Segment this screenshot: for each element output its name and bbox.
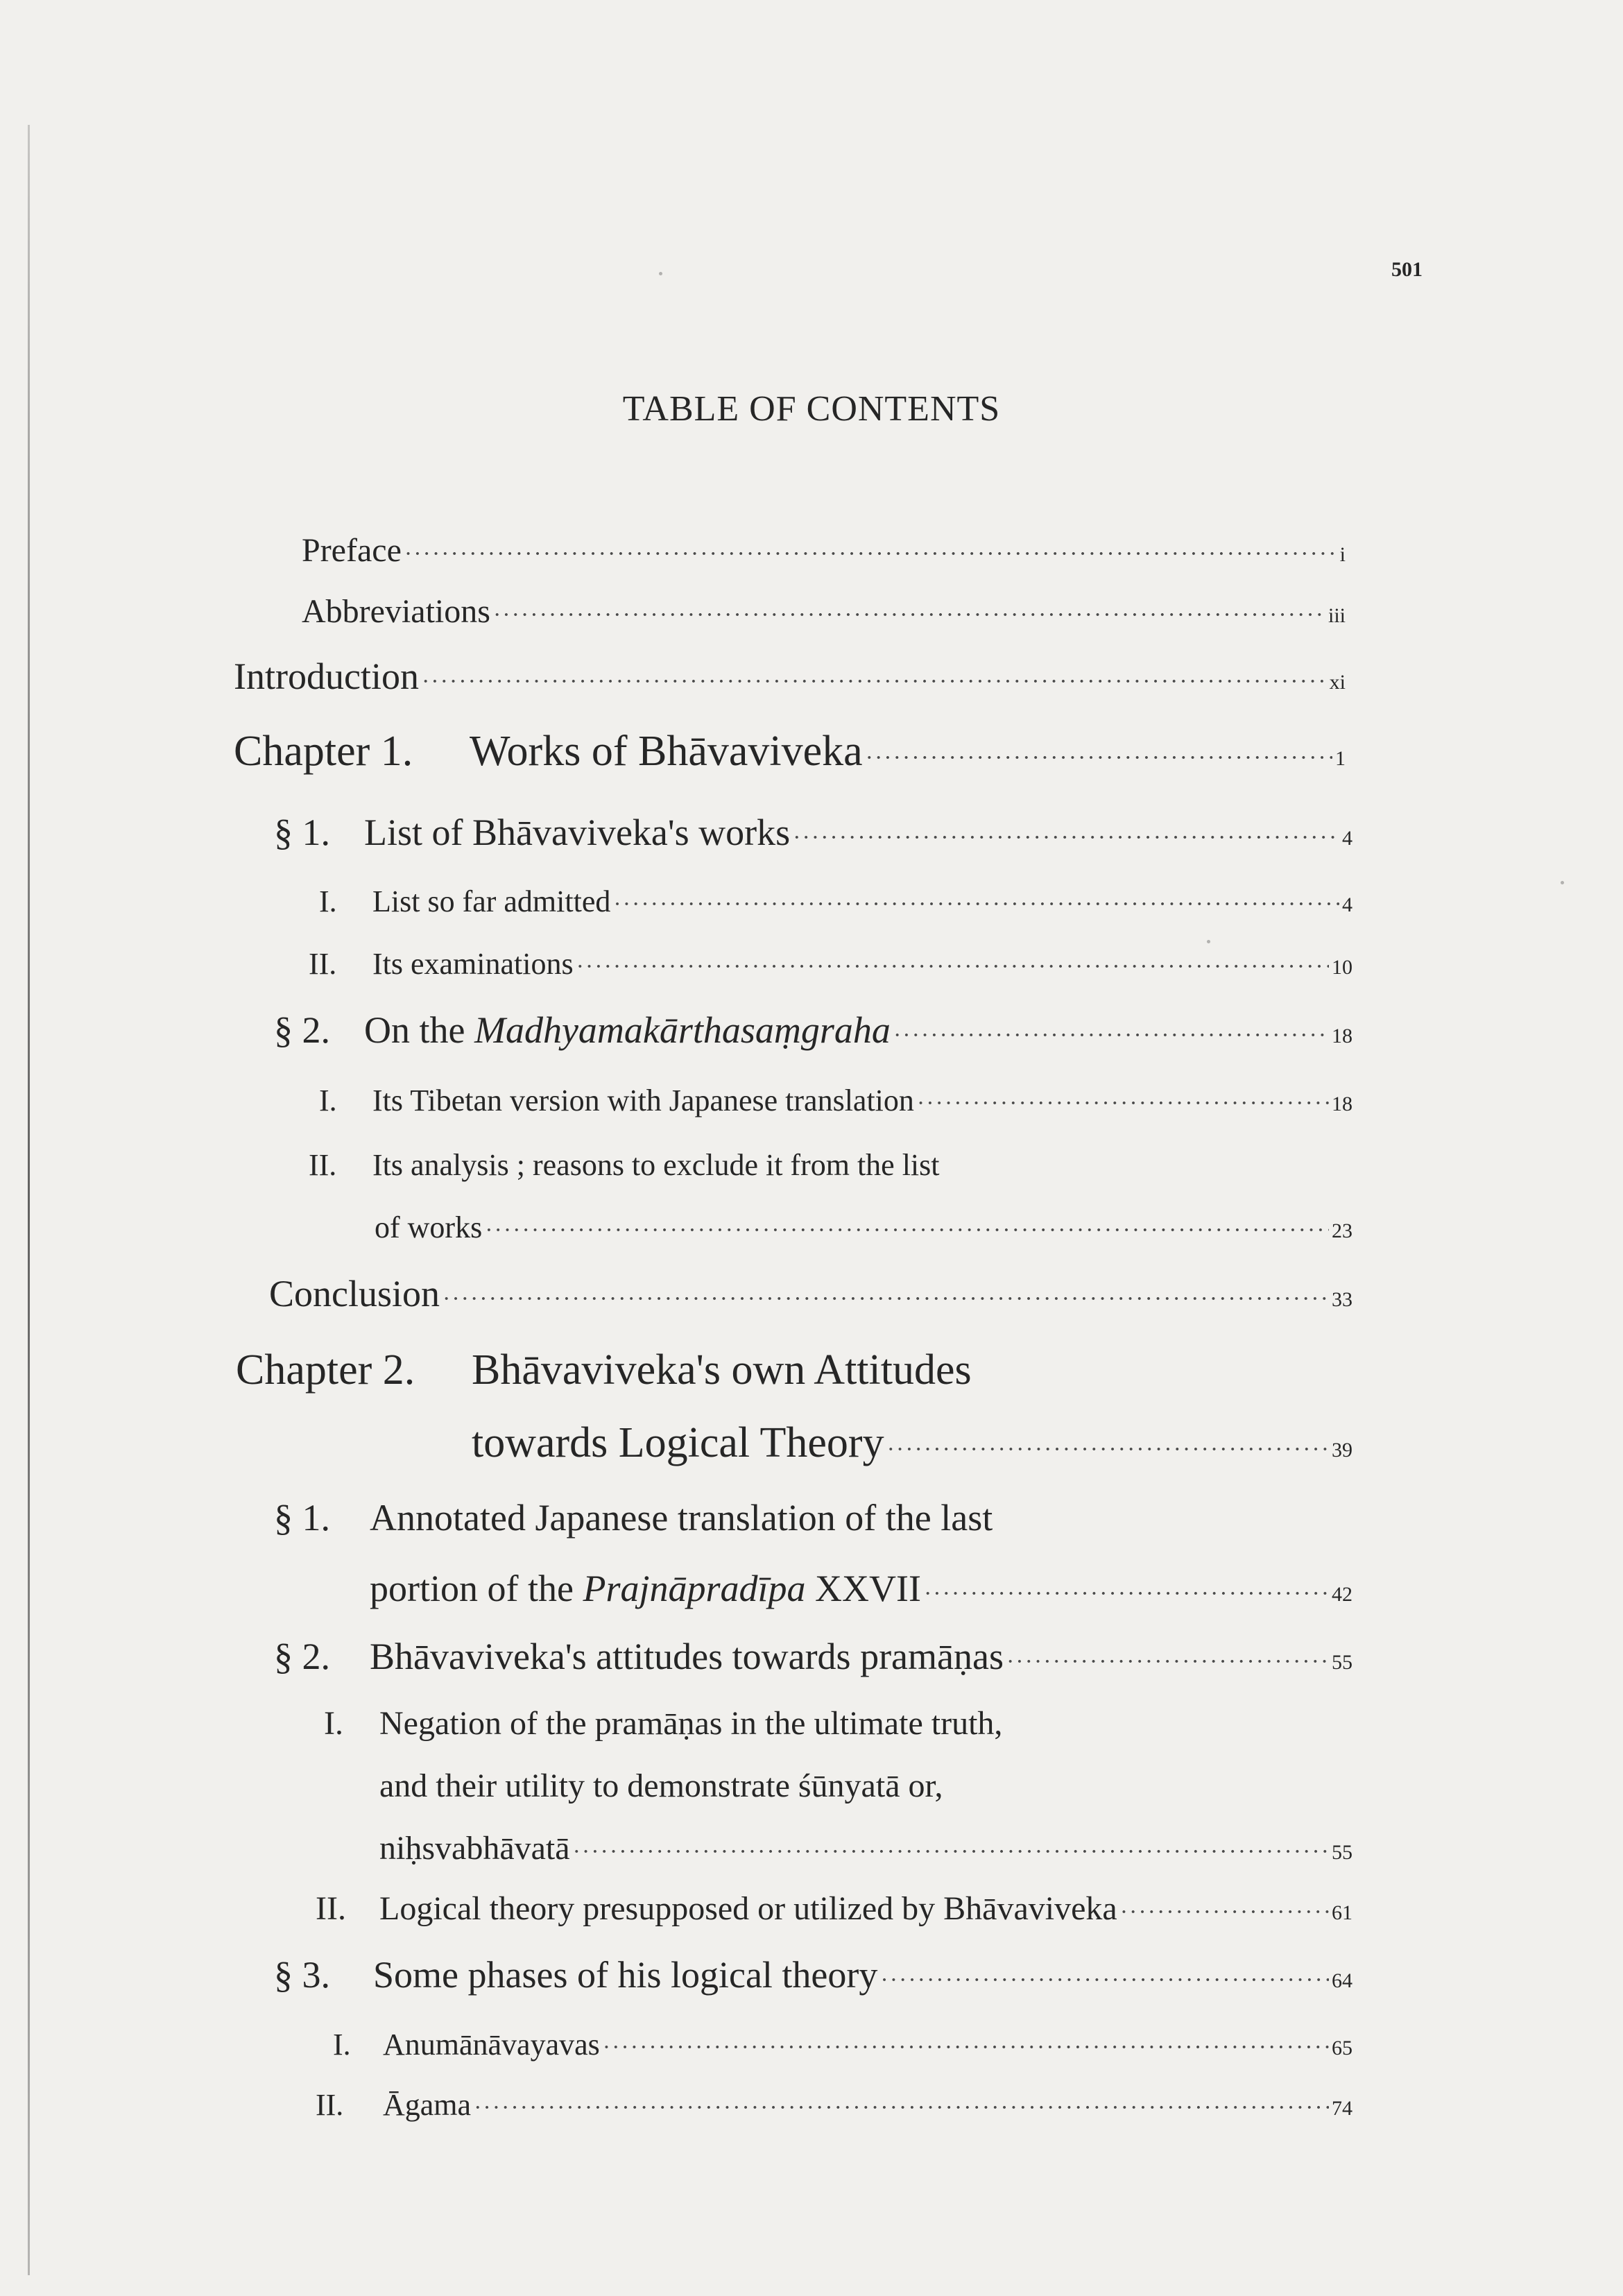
subsection-number: II. [309,947,337,981]
toc-label-continuation: niḥsvabhāvatā [379,1830,570,1867]
toc-page-number: 18 [1332,1093,1352,1115]
toc-page-number: 65 [1332,2037,1352,2059]
toc-page-number: 74 [1332,2097,1352,2120]
toc-label [274,798,790,867]
toc-label: Introduction [234,656,419,697]
toc-entry-ch1-section-2[interactable] [274,995,1352,1065]
toc-page-number: 23 [1332,1219,1352,1242]
toc-label [309,929,574,999]
toc-label [274,995,891,1065]
chapter-number: Chapter 1. [234,728,413,775]
subsection-title: Its analysis ; reasons to exclude it from the list [372,1148,940,1182]
leader-dots [793,803,1339,873]
toc-entry-chapter-2[interactable] [236,1335,1068,1405]
toc-label [236,1335,972,1405]
leader-dots [422,647,1327,717]
leader-dots [443,1265,1329,1334]
page-number: 501 [1391,258,1423,281]
paper-speck [659,272,662,275]
toc-entry-ch2-section-1[interactable] [274,1483,1176,1552]
toc-label [319,867,610,936]
chapter-title: Bhāvaviveka's own Attitudes [472,1346,972,1394]
toc-page-number: 39 [1332,1439,1352,1462]
toc-entry-preface[interactable] [302,516,1346,585]
toc-label-continuation: of works [375,1210,483,1244]
leader-dots [880,1946,1329,2015]
toc-label [333,2010,600,2080]
toc-entry-chapter-2-cont[interactable] [472,1408,1352,1477]
section-title: List of Bhāvaviveka's works [364,812,791,853]
toc-entry-abbreviations[interactable] [302,577,1346,646]
section-number: § 1. [274,1497,330,1539]
section-title-cont-italic: Prajnāpradīpa [583,1568,806,1609]
subsection-title: Logical theory presupposed or utilized by Bhāvaviveka [379,1890,1117,1927]
section-number: § 3. [274,1954,330,1996]
toc-entry-ch1-s2-subsection-ii[interactable] [309,1131,1196,1200]
leader-dots [893,1001,1329,1070]
subsection-title: Āgama [383,2088,472,2122]
subsection-title: Its examinations [372,947,574,981]
toc-label: Preface [302,532,402,569]
toc-label [316,1874,1117,1944]
subsection-number: I. [319,1083,337,1117]
toc-label [319,1066,914,1136]
subsection-title: Anumānāvayavas [383,2028,600,2062]
subsection-number: I. [333,2028,351,2062]
page-title: TABLE OF CONTENTS [622,389,1001,429]
toc-page-number: 55 [1332,1651,1352,1674]
section-title-prefix: On the [364,1009,465,1051]
toc-label-continuation: and their utility to demonstrate śūnyatā or, [379,1767,943,1804]
leader-dots [1120,1878,1329,1947]
toc-page-number: xi [1329,671,1346,694]
toc-entry-ch2-section-2[interactable] [274,1622,1352,1691]
section-title: Some phases of his logical theory [373,1954,878,1996]
section-number: § 2. [274,1009,330,1051]
toc-page-number: 18 [1332,1025,1352,1047]
toc-label [274,1940,877,2010]
page-edge-shadow [28,125,30,2275]
toc-page-number: 64 [1332,1969,1352,1992]
toc-label [274,1483,993,1552]
leader-dots [917,1069,1329,1138]
section-number: § 2. [274,1636,330,1677]
subsection-title: Its Tibetan version with Japanese translation [372,1083,914,1117]
toc-page-number: 4 [1342,893,1352,916]
toc-entry-ch1-s1-subsection-i[interactable] [319,867,1352,936]
toc-page-number: iii [1328,604,1346,627]
toc-entry-ch2-section-1-cont[interactable] [370,1554,1352,1623]
chapter-number: Chapter 2. [236,1346,415,1394]
section-title: Bhāvaviveka's attitudes towards pramāṇas [370,1636,1004,1677]
toc-entry-ch2-s3-subsection-ii[interactable] [316,2071,1352,2140]
leader-dots [576,932,1329,1002]
toc-page-number: 4 [1342,827,1352,850]
toc-page-number: i [1339,543,1346,566]
subsection-title: List so far admitted [372,884,611,918]
leader-dots [613,870,1339,939]
section-title-italic: Madhyamakārthasaṃgraha [474,1009,891,1051]
section-number: § 1. [274,812,330,853]
toc-entry-ch2-s2-subsection-ii[interactable] [316,1874,1352,1944]
toc-entry-conclusion[interactable] [269,1259,1352,1328]
subsection-number: II. [316,2088,344,2122]
section-title-cont-suffix: XXVII [814,1568,921,1609]
toc-entry-ch2-s2-subsection-i-cont2[interactable] [379,1814,1352,1883]
toc-entry-ch1-section-1[interactable] [274,798,1352,867]
toc-label [309,1131,940,1200]
toc-entry-introduction[interactable] [234,642,1346,711]
leader-dots [493,581,1325,650]
subsection-number: I. [319,884,337,918]
toc-label-continuation [370,1554,921,1623]
subsection-number: I. [324,1705,343,1742]
leader-dots [866,723,1332,793]
toc-label: Conclusion [269,1273,440,1314]
leader-dots [887,1415,1329,1484]
toc-page-number: 33 [1332,1288,1352,1311]
toc-entry-chapter-1[interactable] [234,717,1346,786]
toc-page-number: 61 [1332,1901,1352,1924]
subsection-number: II. [309,1148,337,1182]
subsection-number: II. [316,1890,346,1927]
toc-entry-ch1-s2-subsection-i[interactable] [319,1066,1352,1136]
toc-entry-ch1-s2-subsection-ii-cont[interactable] [375,1193,1352,1262]
toc-label [274,1622,1004,1691]
toc-entry-ch2-section-3[interactable] [274,1940,1352,2010]
leader-dots [1006,1627,1329,1697]
toc-label: Abbreviations [302,593,490,630]
toc-label-continuation: towards Logical Theory [472,1419,884,1466]
toc-page-number: 1 [1335,747,1346,770]
toc-page-number: 42 [1332,1583,1352,1606]
toc-page-number: 55 [1332,1841,1352,1864]
subsection-title: Negation of the pramāṇas in the ultimate truth, [379,1705,1003,1742]
toc-label [234,717,863,786]
section-title: Annotated Japanese translation of the last [370,1497,993,1539]
chapter-title: Works of Bhāvaviveka [470,728,863,775]
toc-entry-ch2-s2-subsection-i-cont1[interactable] [379,1751,943,1821]
toc-entry-ch2-s3-subsection-i[interactable] [333,2010,1352,2080]
toc-entry-ch2-s2-subsection-i[interactable] [324,1689,1002,1758]
toc-entry-ch1-s1-subsection-ii[interactable] [309,929,1352,999]
leader-dots [924,1559,1329,1629]
toc-page-number: 10 [1332,956,1352,979]
leader-dots [485,1196,1329,1265]
paper-speck [1561,881,1564,884]
leader-dots [474,2073,1329,2143]
section-title-cont-prefix: portion of the [370,1568,574,1609]
toc-label [316,2071,471,2140]
